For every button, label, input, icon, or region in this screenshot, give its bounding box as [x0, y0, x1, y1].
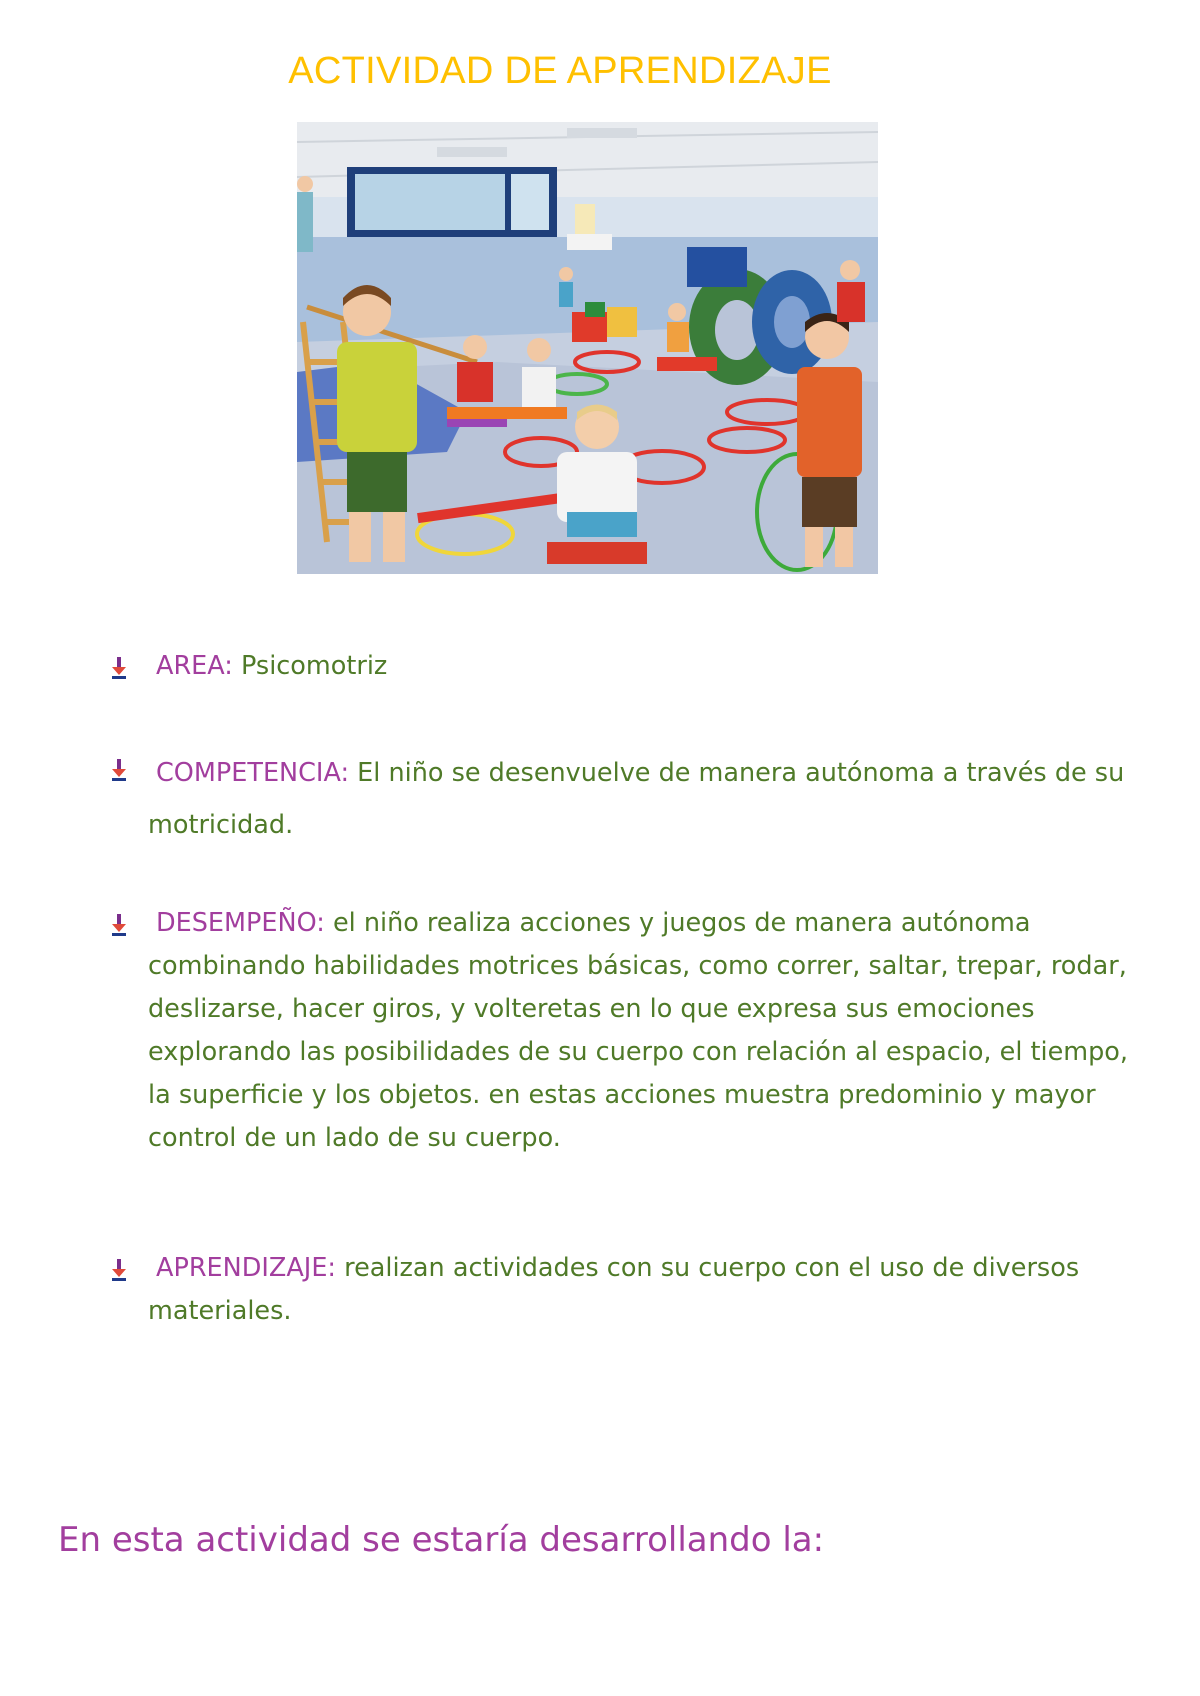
document-title: ACTIVIDAD DE APRENDIZAJE [288, 50, 832, 92]
desempeno-label: DESEMPEÑO: [156, 908, 325, 938]
competencia-label: COMPETENCIA: [156, 758, 350, 788]
area-value: Psicomotriz [240, 651, 388, 681]
arrow-down-bullet-icon [110, 1259, 128, 1281]
arrow-down-bullet-icon [110, 759, 128, 781]
list-item-aprendizaje [110, 1247, 1140, 1333]
aprendizaje-label: APRENDIZAJE: [156, 1253, 337, 1283]
closing-statement: En esta actividad se estaría desarrollando la: [58, 1520, 825, 1560]
area-label: AREA: [156, 651, 233, 681]
arrow-down-bullet-icon [110, 914, 128, 936]
aprendizaje-value: realizan actividades con su cuerpo con el uso de diversos materiales. [148, 1253, 1080, 1326]
arrow-down-bullet-icon [110, 657, 128, 679]
list-item-competencia [110, 747, 1140, 851]
classroom-photo [297, 122, 878, 574]
list-item-area [110, 645, 1140, 688]
list-item-desempeno [110, 902, 1140, 1160]
competencia-value: El niño se desenvuelve de manera autónoma a través de su motricidad. [148, 758, 1125, 840]
desempeno-value: el niño realiza acciones y juegos de manera autónoma combinando habilidades motrices básicas, como correr, saltar, trepar, rodar, deslizarse, hacer giros, y volteretas en lo que expresa sus emociones explorando las posibilidades de su cuerpo con relación al espacio, el tiempo, la superficie y los objetos. en estas acciones muestra predominio y mayor control de un lado de su cuerpo. [148, 908, 1129, 1153]
